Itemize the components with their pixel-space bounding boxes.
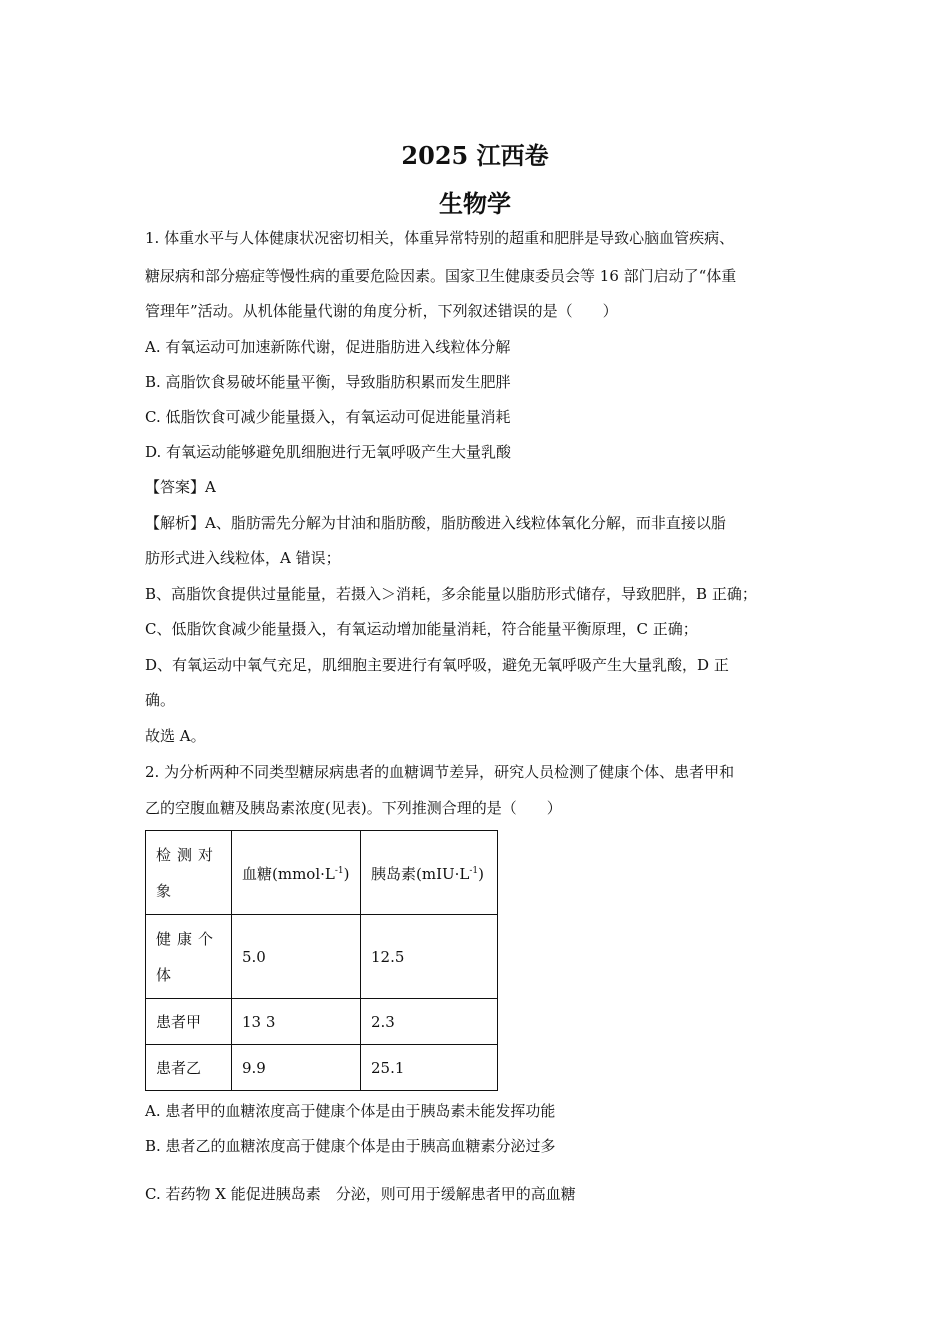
q1-answer: 【答案】A: [145, 478, 216, 496]
measurement-table: [145, 830, 498, 1091]
table-header-cell: 胰岛素$(mIU\cdot L^{-1})$: [361, 831, 498, 915]
table-cell: 12.5: [361, 915, 498, 999]
q1-conclusion: 故选 A。: [145, 727, 206, 745]
q1-stem-line: 糖尿病和部分癌症等慢性病的重要危险因素。国家卫生健康委员会等 16 部门启动了“体重: [145, 267, 737, 285]
q2-stem-line: 乙的空腹血糖及胰岛素浓度(见表)。下列推测合理的是（ ）: [145, 799, 562, 817]
q1-option-a: A. 有氧运动可加速新陈代谢，促进脂肪进入线粒体分解: [145, 338, 511, 356]
q1-analysis-line: 确。: [145, 691, 176, 709]
q2-option-b: B. 患者乙的血糖浓度高于健康个体是由于胰高血糖素分泌过多: [145, 1137, 556, 1155]
table-row: [146, 999, 498, 1045]
q2-option-a: A. 患者甲的血糖浓度高于健康个体是由于胰岛素未能发挥功能: [145, 1102, 556, 1120]
q1-option-d: D. 有氧运动能够避免肌细胞进行无氧呼吸产生大量乳酸: [145, 443, 512, 461]
table-cell: 2.3: [361, 999, 498, 1045]
subject-title: 生物学: [439, 189, 511, 218]
table-cell: 患者乙: [146, 1045, 232, 1091]
table-cell: 9.9: [232, 1045, 361, 1091]
q1-stem-line: 管理年”活动。从机体能量代谢的角度分析，下列叙述错误的是（ ）: [145, 302, 618, 320]
exam-title: 2025 江西卷: [401, 141, 549, 170]
table-cell: 健康个 体: [146, 915, 232, 999]
table-header-cell: 检测对 象: [146, 831, 232, 915]
table-header-cell: 血糖$(mmol\cdot L^{-1})$: [232, 831, 361, 915]
table-cell: 13 3: [232, 999, 361, 1045]
q1-option-c: C. 低脂饮食可减少能量摄入，有氧运动可促进能量消耗: [145, 408, 511, 426]
q1-option-b: B. 高脂饮食易破坏能量平衡，导致脂肪积累而发生肥胖: [145, 373, 511, 391]
q1-analysis-line: D、有氧运动中氧气充足，肌细胞主要进行有氧呼吸，避免无氧呼吸产生大量乳酸，D 正: [145, 656, 729, 674]
q2-stem-line: 2. 为分析两种不同类型糖尿病患者的血糖调节差异，研究人员检测了健康个体、患者甲和: [145, 763, 735, 781]
q1-analysis-line: 肪形式进入线粒体，A 错误；: [145, 549, 341, 567]
table-row: [146, 1045, 498, 1091]
q1-analysis-line: 【解析】A、脂肪需先分解为甘油和脂肪酸，脂肪酸进入线粒体氧化分解，而非直接以脂: [145, 514, 726, 532]
table-cell: 5.0: [232, 915, 361, 999]
q2-option-c: C. 若药物 X 能促进胰岛素 分泌，则可用于缓解患者甲的高血糖: [145, 1185, 576, 1203]
table-header-row: [146, 831, 498, 915]
table-cell: 患者甲: [146, 999, 232, 1045]
q1-analysis-line: B、高脂饮食提供过量能量，若摄入＞消耗，多余能量以脂肪形式储存，导致肥胖，B 正确；: [145, 585, 757, 603]
table-row: [146, 915, 498, 999]
q1-stem-line: 1. 体重水平与人体健康状况密切相关，体重异常特别的超重和肥胖是导致心脑血管疾病、: [145, 229, 735, 247]
table-cell: 25.1: [361, 1045, 498, 1091]
q1-analysis-line: C、低脂饮食减少能量摄入，有氧运动增加能量消耗，符合能量平衡原理，C 正确；: [145, 620, 698, 638]
